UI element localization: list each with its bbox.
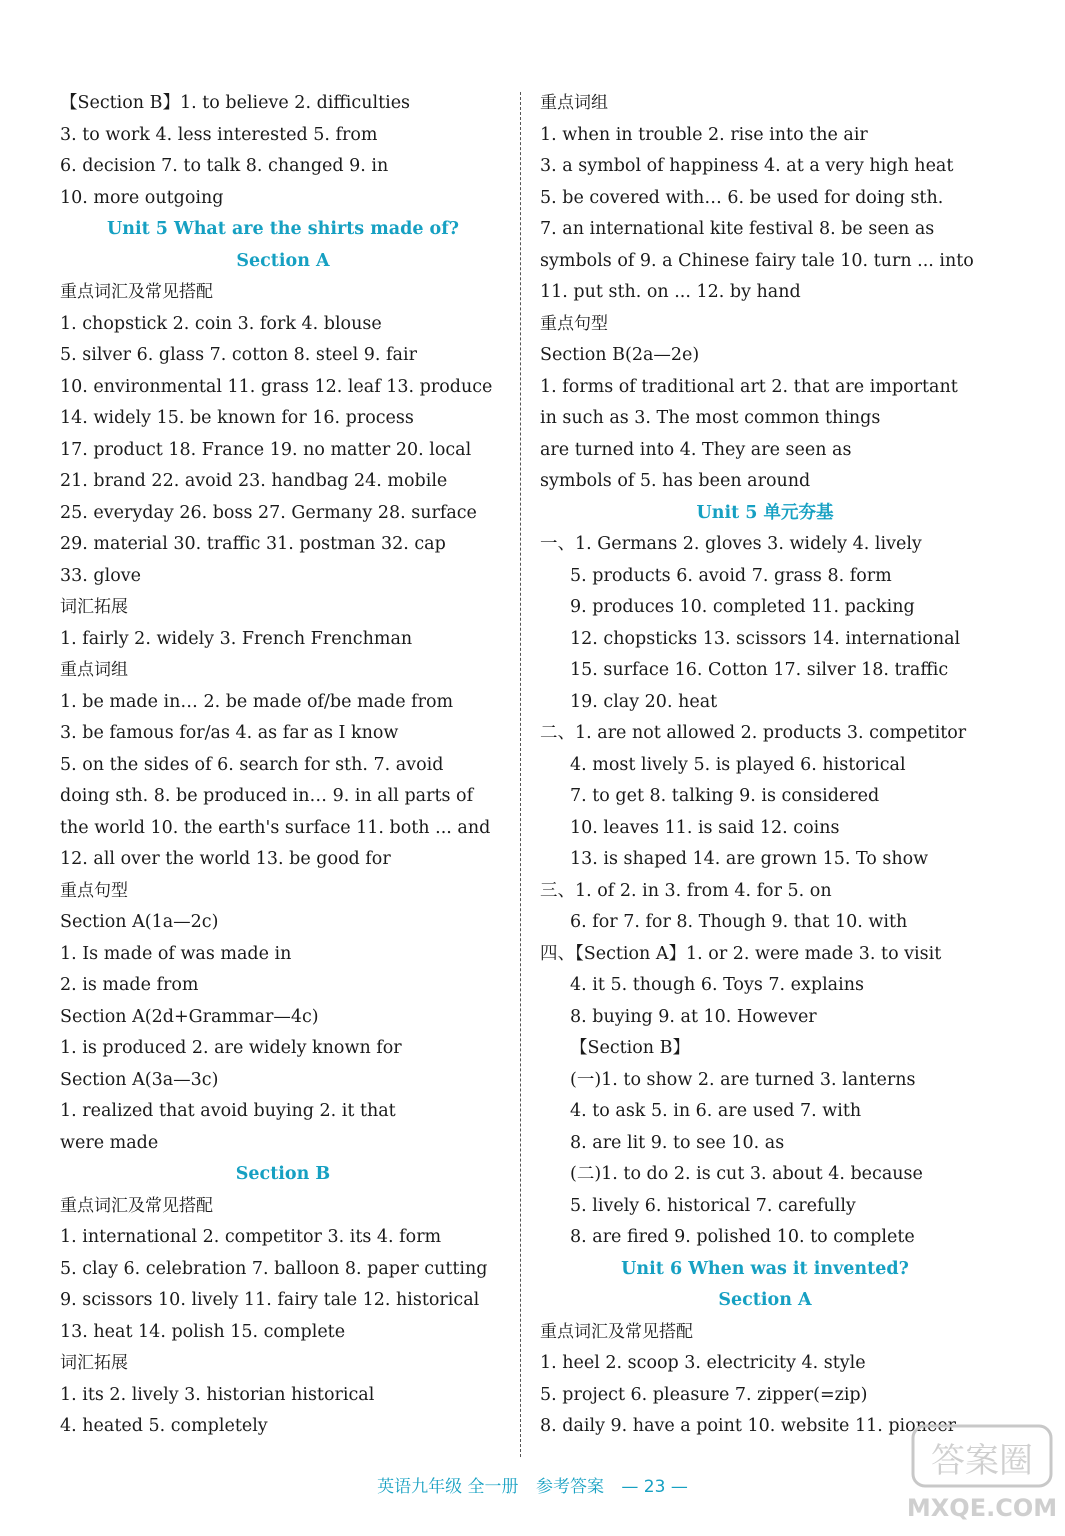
answer-line: 3. a symbol of happiness 4. at a very high heat [540, 156, 954, 176]
answer-line: 1. is produced 2. are widely known for [60, 1038, 402, 1058]
category-heading: 重点词组 [540, 93, 608, 113]
answer-line: 5. on the sides of 6. search for sth. 7. avoid [60, 754, 444, 775]
answer-line: 4. most lively 5. is played 6. historical [570, 754, 906, 775]
answer-line: 5. be covered with… 6. be used for doing sth. [540, 187, 944, 208]
answer-line: 5. project 6. pleasure 7. zipper(=zip) [540, 1384, 868, 1405]
answer-line: 10. more outgoing [60, 187, 224, 208]
answer-line: 6. for 7. for 8. Though 9. that 10. with [570, 912, 908, 932]
answer-line: 14. widely 15. be known for 16. process [60, 408, 414, 428]
answer-line: 1. its 2. lively 3. historian historical [60, 1384, 375, 1405]
answer-line: are turned into 4. They are seen as [540, 439, 852, 460]
answer-line: Section A(3a—3c) [60, 1069, 219, 1090]
category-heading: 重点句型 [60, 880, 128, 901]
answer-line: 5. products 6. avoid 7. grass 8. form [570, 565, 892, 586]
answer-line: in such as 3. The most common things [540, 408, 881, 428]
answer-line: doing sth. 8. be produced in… 9. in all parts of [60, 786, 474, 806]
watermark-logo [907, 1418, 1057, 1528]
answer-line: 1. when in trouble 2. rise into the air [540, 124, 868, 145]
answer-line: 1. realized that avoid buying 2. it that [60, 1101, 396, 1121]
section-title: Section A [718, 1290, 812, 1310]
answer-line: the world 10. the earth's surface 11. both ... and [60, 817, 491, 838]
answer-line: 1. Is made of was made in [60, 943, 292, 964]
answer-line: symbols of 5. has been around [540, 471, 811, 491]
left-column [60, 88, 506, 1443]
answer-line: 19. clay 20. heat [570, 691, 718, 712]
answer-line: 4. to ask 5. in 6. are used 7. with [570, 1101, 862, 1121]
answer-line: 1. forms of traditional art 2. that are important [540, 376, 958, 397]
answer-line: 13. heat 14. polish 15. complete [60, 1321, 346, 1342]
answer-line: 8. daily 9. have a point 10. website 11. pioneer [540, 1416, 957, 1436]
page-number: — 23 — [621, 1477, 688, 1497]
category-heading: 重点词汇及常见搭配 [540, 1321, 693, 1342]
footer-label: 参考答案 [535, 1477, 604, 1497]
answer-line: 25. everyday 26. boss 27. Germany 28. surface [60, 502, 477, 523]
answer-line: 1. chopstick 2. coin 3. fork 4. blouse [60, 313, 382, 334]
answer-line: 9. produces 10. completed 11. packing [570, 597, 915, 617]
answer-line: 10. leaves 11. is said 12. coins [570, 817, 840, 838]
section-title: Unit 5 单元夯基 [696, 502, 834, 523]
answer-line: symbols of 9. a Chinese fairy tale 10. turn ... into [540, 250, 974, 271]
answer-line: Section A(2d+Grammar—4c) [60, 1006, 319, 1027]
answer-line: 1. be made in… 2. be made of/be made from [60, 691, 454, 712]
answer-line: 33. glove [60, 565, 141, 586]
answer-line: 6. decision 7. to talk 8. changed 9. in [60, 156, 389, 176]
category-heading: 重点句型 [540, 313, 608, 334]
answer-line: 1. heel 2. scoop 3. electricity 4. style [540, 1353, 866, 1373]
category-heading: 重点词汇及常见搭配 [60, 282, 213, 302]
answer-line: Section A(1a—2c) [60, 912, 219, 932]
section-title: Unit 5 What are the shirts made of? [106, 219, 460, 239]
answer-line: 1. fairly 2. widely 3. French Frenchman [60, 628, 413, 649]
answer-line: 21. brand 22. avoid 23. handbag 24. mobile [60, 471, 448, 491]
answer-line: were made [60, 1132, 159, 1153]
category-heading: 重点词组 [60, 660, 128, 680]
answer-line: 7. to get 8. talking 9. is considered [570, 786, 880, 806]
answer-line: 4. it 5. though 6. Toys 7. explains [570, 975, 864, 995]
answer-line: 3. be famous for/as 4. as far as I know [60, 723, 399, 743]
answer-line: 7. an international kite festival 8. be seen as [540, 219, 935, 239]
answer-line: 12. chopsticks 13. scissors 14. international [570, 628, 961, 649]
answer-line: 一、1. Germans 2. gloves 3. widely 4. lively [540, 534, 922, 554]
page-footer [0, 1470, 1065, 1504]
answer-line: 12. all over the world 13. be good for [60, 849, 391, 869]
answer-line: 3. to work 4. less interested 5. from [60, 124, 378, 145]
answer-line: 13. is shaped 14. are grown 15. To show [570, 849, 929, 869]
category-heading: 词汇拓展 [60, 1353, 128, 1373]
watermark-text-cn: 答案圈 [931, 1441, 1033, 1481]
answer-line: 4. heated 5. completely [60, 1416, 268, 1436]
column-divider [520, 92, 521, 1457]
answer-line: 11. put sth. on ... 12. by hand [540, 282, 801, 302]
answer-line: 8. are fired 9. polished 10. to complete [570, 1227, 915, 1247]
answer-line: 【Section B】1. to believe 2. difficulties [60, 93, 411, 113]
section-title: Section B [235, 1164, 331, 1184]
answer-line: 10. environmental 11. grass 12. leaf 13. produce [60, 376, 493, 397]
answer-line: 29. material 30. traffic 31. postman 32. cap [60, 534, 446, 554]
category-heading: 重点词汇及常见搭配 [60, 1195, 213, 1216]
answer-line: 5. clay 6. celebration 7. balloon 8. paper cutting [60, 1258, 488, 1279]
answer-line: (一)1. to show 2. are turned 3. lanterns [570, 1069, 916, 1090]
answer-line: 四、【Section A】1. or 2. were made 3. to visit [540, 943, 942, 964]
watermark-text-en: MXQE.COM [907, 1494, 1057, 1522]
answer-line: 8. are lit 9. to see 10. as [570, 1132, 785, 1153]
answer-line: 2. is made from [60, 975, 199, 995]
answer-line: 1. international 2. competitor 3. its 4. form [60, 1227, 442, 1247]
answer-line: 9. scissors 10. lively 11. fairy tale 12. historical [60, 1290, 480, 1310]
answer-line: 二、1. are not allowed 2. products 3. competitor [540, 723, 967, 743]
answer-line: 5. silver 6. glass 7. cotton 8. steel 9. fair [60, 345, 417, 365]
answer-line: 8. buying 9. at 10. However [570, 1006, 817, 1027]
right-column [540, 88, 990, 1443]
answer-line: 【Section B】 [570, 1038, 691, 1058]
section-title: Section A [236, 250, 330, 271]
answer-line: 三、1. of 2. in 3. from 4. for 5. on [540, 880, 832, 901]
category-heading: 词汇拓展 [60, 597, 128, 617]
answer-line: 5. lively 6. historical 7. carefully [570, 1195, 856, 1216]
answer-line: Section B(2a—2e) [540, 345, 700, 365]
footer-subject: 英语九年级 全一册 [377, 1477, 519, 1497]
answer-line: (二)1. to do 2. is cut 3. about 4. because [570, 1164, 923, 1184]
answer-line: 15. surface 16. Cotton 17. silver 18. traffic [570, 660, 949, 680]
section-title: Unit 6 When was it invented? [621, 1258, 909, 1279]
answer-line: 17. product 18. France 19. no matter 20. local [60, 439, 472, 460]
